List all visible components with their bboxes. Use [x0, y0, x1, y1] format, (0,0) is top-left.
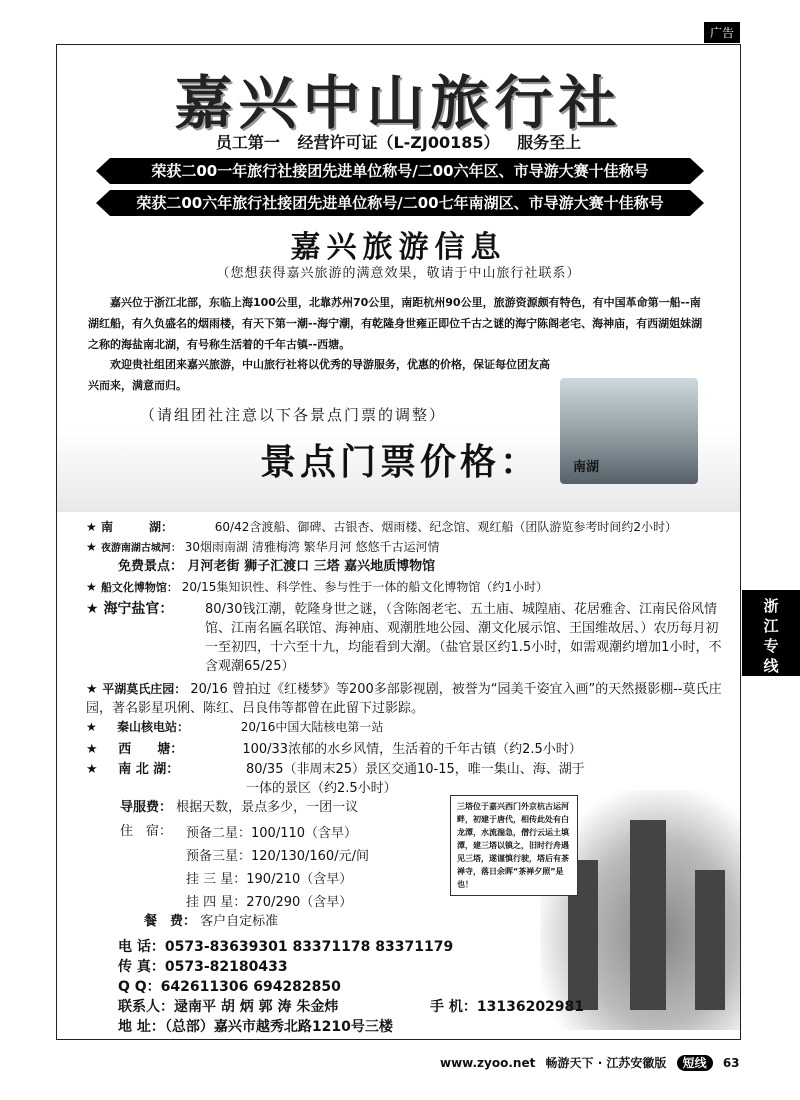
- attraction-desc: 60/42含渡船、御碑、古银杏、烟雨楼、纪念馆、观红船（团队游览参考时间约2小时）: [214, 520, 677, 534]
- attraction-row-label: [86, 760, 216, 779]
- attraction-name: 夜游南湖古城河：: [100, 543, 181, 554]
- slogan-left: 员工第一: [215, 133, 280, 152]
- pagoda-note: 三塔位于嘉兴西门外京杭古运河畔，初建于唐代，相传此处有白龙潭，水流湍急，僧行云运土填潭，建三塔以镇之，旧时行舟遇见三塔，遂谨慎行驶，塔后有茶禅寺，落日余晖“茶禅夕照”是也！: [450, 795, 578, 896]
- star-icon: ★: [86, 682, 103, 697]
- footer-tag: 短线: [677, 1055, 713, 1071]
- attraction-desc: 20/16中国大陆核电第一站: [240, 720, 384, 734]
- attraction-desc: 20/15集知识性、科学性、参与性于一体的船文化博物馆（约1小时）: [181, 580, 548, 594]
- lodging-item: 挂 四 星：270/290（含早）: [186, 895, 353, 910]
- license-line: [56, 130, 741, 153]
- meals-value: 客户自定标准: [200, 914, 279, 929]
- attraction-desc-block: 80/35（非周末25）景区交通10-15，唯一集山、海、湖于一体的景区（约2.5小时）: [246, 762, 585, 796]
- footer-publication: 畅游天下 · 江苏安徽版: [545, 1056, 667, 1070]
- permit-number: 经营许可证（L-ZJ00185）: [297, 133, 500, 152]
- meals-row: [144, 912, 278, 931]
- pagoda-shape: [630, 820, 666, 1010]
- star-icon: ★: [86, 520, 101, 534]
- attraction-desc: 30烟雨南湖 清雅梅湾 繁华月河 悠悠千古运河情: [184, 540, 440, 554]
- attraction-row: [86, 538, 726, 558]
- attraction-desc: 月河老街 狮子汇渡口 三塔 嘉兴地质博物馆: [187, 559, 436, 574]
- qq-line: Q Q：642611306 694282850: [118, 979, 341, 995]
- attraction-desc: 20/16 曾拍过《红楼梦》等200多部影视剧，被誉为“园美千姿宜入画”的天然摄影棚--莫氏庄园，著名影星巩俐、陈红、吕良伟等都曾在此留下过影踪。: [86, 682, 722, 716]
- ticket-notice: （请组团社注意以下各景点门票的调整）: [140, 406, 447, 424]
- pagoda-shape: [695, 870, 725, 1010]
- attraction-row: [118, 557, 728, 576]
- lodging-label: 住 宿：: [120, 824, 173, 839]
- meals-label: 餐 费：: [144, 914, 197, 929]
- lodging-list: [186, 822, 369, 914]
- side-tab-char: 浙: [763, 597, 779, 615]
- award-banner-2: 荣获二00六年旅行社接团先进单位称号/二00七年南湖区、市导游大赛十佳称号: [110, 190, 690, 216]
- price-heading: 景点门票价格：: [260, 442, 541, 483]
- star-icon: ★: [86, 540, 101, 554]
- attraction-name: 免费景点：: [118, 559, 184, 574]
- side-tab-char: 线: [763, 657, 779, 675]
- attraction-row: [86, 518, 726, 537]
- award-banner-1: 荣获二00一年旅行社接团先进单位称号/二00六年区、市导游大赛十佳称号: [110, 158, 690, 184]
- lodging-item: 挂 三 星：190/210（含早）: [186, 872, 353, 887]
- section-subtitle: 嘉兴旅游信息: [290, 230, 507, 265]
- star-icon: ★: [86, 762, 103, 777]
- slogan-right: 服务至上: [517, 133, 582, 152]
- star-icon: ★: [86, 601, 104, 617]
- phone-line: 电 话：0573-83639301 83371178 83371179: [118, 939, 454, 955]
- attraction-row-label: [86, 600, 196, 619]
- guide-fee-value: 根据天数，景点多少，一团一议: [176, 800, 359, 815]
- attraction-name: 平湖莫氏庄园：: [102, 682, 187, 696]
- photo-caption: 南湖: [573, 460, 600, 475]
- page-footer: [440, 1054, 746, 1071]
- fax-line: 传 真：0573-82180433: [118, 959, 288, 975]
- guide-fee-row: [120, 798, 358, 817]
- address-line: 地 址：（总部）嘉兴市越秀北路1210号三楼: [118, 1019, 393, 1035]
- footer-site: www.zyoo.net: [440, 1056, 536, 1070]
- star-icon: ★: [86, 742, 103, 757]
- side-tab-zhejiang-line: [742, 590, 800, 676]
- side-tab-char: 江: [763, 617, 779, 635]
- attraction-desc-block: 80/30钱江潮，乾隆身世之谜，（含陈阁老宅、五土庙、城隍庙、花居雅舍、江南民俗风情馆、江南名匾名联馆、海神庙、观潮胜地公园、潮文化展示馆、王国维故居、）农历每月初一至初四，十六至十九，均能看到大潮。（盐官景区约1.5小时，如需观潮约增加1小时，不含观潮65/25）: [205, 602, 722, 674]
- contact-people: 联系人：逯南平 胡 炳 郭 涛 朱金炜: [118, 999, 339, 1015]
- lodging-item: 预备三星：120/130/160/元/间: [186, 849, 369, 864]
- ad-tag: 广告: [704, 22, 740, 43]
- attraction-name: 船文化博物馆：: [100, 581, 178, 594]
- intro-paragraph-2: 欢迎贵社组团来嘉兴旅游，中山旅行社将以优秀的导游服务，优惠的价格，保证每位团友高兴而来，满意而归。: [88, 358, 550, 392]
- mobile-line: 手 机：13136202981: [430, 999, 585, 1015]
- contact-invite: （您想获得嘉兴旅游的满意效果，敬请于中山旅行社联系）: [216, 266, 581, 281]
- attraction-name: 南 湖：: [100, 520, 173, 534]
- star-icon: ★: [86, 720, 101, 734]
- attraction-name: 南 北 湖：: [118, 762, 180, 777]
- page-number: 63: [722, 1056, 740, 1070]
- attraction-desc: 100/33浓郁的水乡风情，生活着的千年古镇（约2.5小时）: [242, 742, 582, 757]
- attraction-row: [86, 578, 726, 597]
- attraction-name: 海宁盐官：: [103, 601, 174, 617]
- attraction-name: 秦山核电站：: [116, 720, 189, 734]
- attraction-name: 西 塘：: [118, 742, 184, 757]
- star-icon: ★: [86, 580, 101, 594]
- lodging-item: 预备二星：100/110（含早）: [186, 826, 358, 841]
- side-tab-char: 专: [763, 637, 779, 655]
- attraction-row: [86, 740, 726, 759]
- intro-paragraph-1: 嘉兴位于浙江北部，东临上海100公里，北靠苏州70公里，南距杭州90公里，旅游资源颇有特色，有中国革命第一船--南湖红船，有久负盛名的烟雨楼，有天下第一潮--海宁潮，有乾隆身世雍正即位千古之谜的海宁陈阁老宅、海神庙，有西湖姐妹湖之称的海盐南北湖，有号称生活着的千年古镇--西塘。: [88, 296, 703, 351]
- attraction-row: [86, 680, 736, 718]
- attraction-row: [86, 718, 726, 737]
- guide-fee-label: 导服费：: [120, 800, 173, 815]
- agency-title: 嘉兴中山旅行社: [174, 69, 623, 137]
